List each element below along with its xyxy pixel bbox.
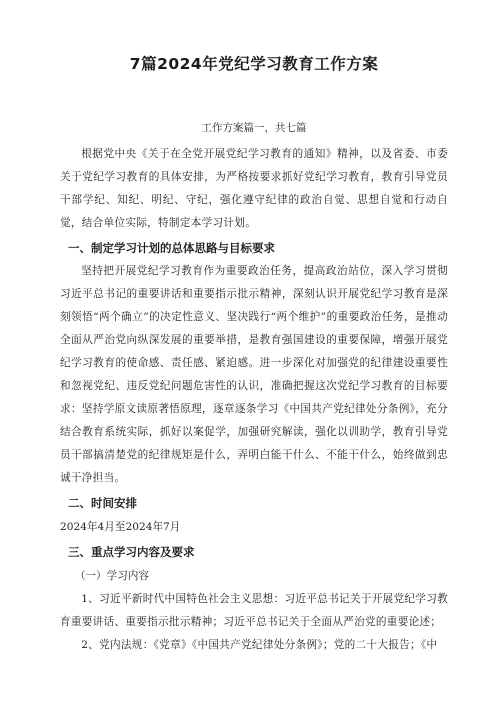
section-heading-2: 二、时间安排 (68, 496, 138, 510)
section-1-paragraph: 坚持把开展党纪学习教育作为重要政治任务，提高政治站位，深入学习贯彻习近平总书记的重要讲话和重要指示批示精神，深刻认识开展党纪学习教育是深刻领悟“两个确立”的决定性意义、坚决践行“两个维护”的重要政治任务，是推动全面从严治党向纵深发展的重要举措，是教育强国建设的重要保障，增强开展党纪学习教育的使命感、责任感、紧迫感。进一步深化对加强党的纪律建设重要性和忽视党纪、违反党纪问题危害性的认识，准确把握这次党纪学习教育的目标要求：坚持学原文读原著悟原理，逐章逐条学习《中国共产党纪律处分条例》，充分结合教育系统实际，抓好以案促学，加强研究解读，强化以训助学，教育引导党员干部搞清楚党的纪律规矩是什么，弄明白能干什么、不能干什么，始终做到忠诚干净担当。 (60, 265, 448, 484)
study-item-1: 1、习近平新时代中国特色社会主义思想：习近平总书记关于开展党纪学习教育重要讲话、重要指示批示精神；习近平总书记关于全面从严治党的重要论述； (60, 593, 448, 628)
section-heading-3: 三、重点学习内容及要求 (68, 545, 195, 559)
intro-paragraph: 根据党中央《关于在全党开展党纪学习教育的通知》精神，以及省委、市委关于党纪学习教育的具体安排，为严格按要求抓好党纪学习教育，教育引导党员干部学纪、知纪、明纪、守纪，强化遵守纪律的政治自觉、思想自觉和行动自觉，结合单位实际，特制定本学习计划。 (60, 148, 448, 229)
study-item-2: 2、党内法规：《党章》《中国共产党纪律处分条例》；党的二十大报告；《中 (81, 639, 438, 651)
subsection-heading: （一）学习内容 (74, 570, 149, 582)
document-title: 7篇2024年党纪学习教育工作方案 (129, 55, 379, 73)
schedule-text: 2024年4月至2024年7月 (60, 521, 181, 533)
document-subtitle: 工作方案篇一，共七篇 (201, 122, 307, 134)
section-heading-1: 一、制定学习计划的总体思路与目标要求 (68, 241, 276, 255)
